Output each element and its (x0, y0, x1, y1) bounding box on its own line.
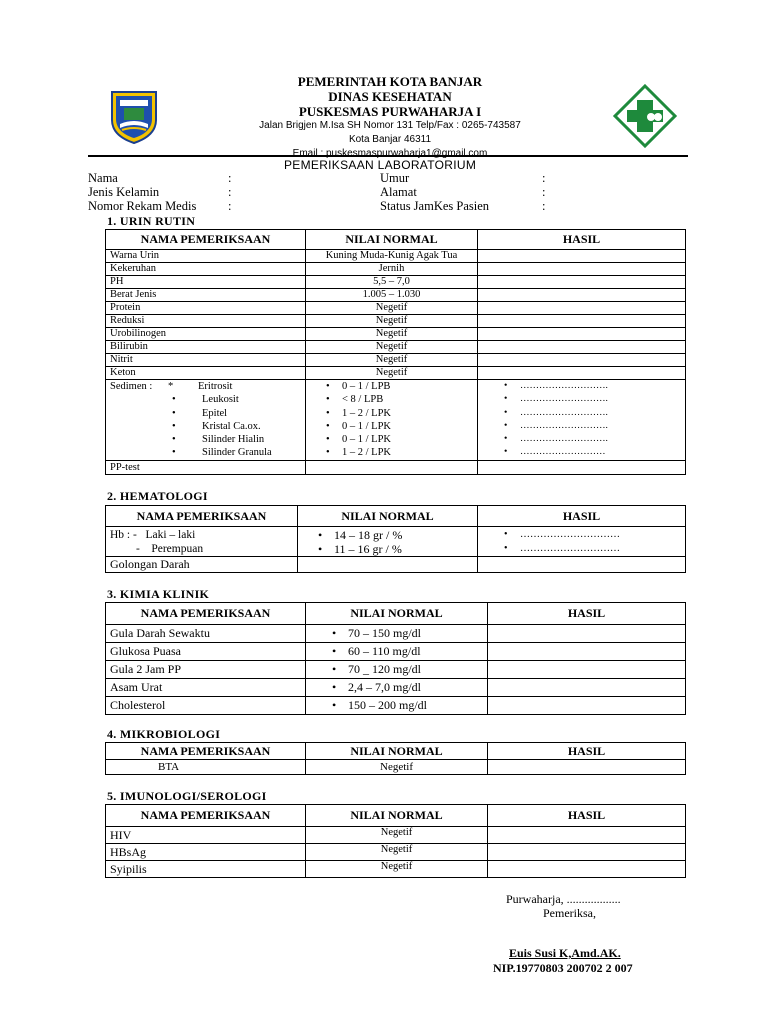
sedimen-item (110, 446, 301, 459)
normal-value: Negetif (306, 844, 488, 861)
normal-value: Negetif (306, 302, 478, 315)
header-divider (88, 155, 688, 157)
sedimen-name: Epitel (202, 407, 228, 419)
test-name: Keton (106, 367, 306, 380)
label-rekam-medis: Nomor Rekam Medis (88, 199, 197, 213)
section-title-hematologi: 2. HEMATOLOGI (107, 489, 208, 503)
sedimen-normal: • 0 – 1 / LPK (326, 433, 473, 446)
table-row (106, 328, 686, 341)
column-header: NAMA PEMERIKSAAN (106, 743, 306, 760)
bullet: • (172, 407, 176, 419)
normal-value: Kuning Muda-Kunig Agak Tua (306, 250, 478, 263)
column-header: NILAI NORMAL (298, 506, 478, 527)
hb-female-line (110, 542, 293, 556)
bullet: • (172, 394, 176, 406)
sedimen-normal: • 0 – 1 / LPB (326, 380, 473, 393)
test-name: Nitrit (106, 354, 306, 367)
section-title-urin: 1. URIN RUTIN (107, 214, 196, 228)
urin-rows (106, 250, 686, 475)
address: Jalan Brigjen M.Isa SH Nomor 131 Telp/Fax : 0265-743587 (259, 120, 521, 131)
hb-male-result[interactable]: • ………………………… (504, 528, 681, 542)
normal-value: 1.005 – 1.030 (306, 289, 478, 302)
section-title-kimia: 3. KIMIA KLINIK (107, 587, 210, 601)
label-nama: Nama (88, 171, 118, 185)
test-name: Cholesterol (106, 697, 306, 715)
section-title-mikro: 4. MIKROBIOLOGI (107, 727, 221, 741)
bullet: • (172, 420, 176, 432)
column-header: HASIL (488, 743, 686, 760)
label-alamat: Alamat (380, 185, 417, 199)
test-name: Glukosa Puasa (106, 643, 306, 661)
asterisk: * (168, 381, 174, 392)
sedimen-item (110, 380, 301, 393)
normal-value: Negetif (306, 861, 488, 878)
test-name: Berat Jenis (106, 289, 306, 302)
colon: : (228, 171, 232, 185)
result-cell[interactable] (478, 460, 686, 474)
result-cell[interactable] (478, 263, 686, 276)
city: Kota Banjar 46311 (348, 134, 432, 145)
urin-table (105, 229, 686, 475)
imuno-table (105, 804, 686, 878)
colon: : (228, 185, 232, 199)
normal-value: Negetif (306, 354, 478, 367)
sedimen-result[interactable]: • ………………………. (504, 393, 681, 406)
sedimen-results (478, 380, 686, 461)
normal-value: Negetif (306, 328, 478, 341)
table-row (106, 263, 686, 276)
column-header: HASIL (478, 506, 686, 527)
clinic-name: PUSKESMAS PURWAHARJA I (298, 104, 482, 119)
hb-male-line (110, 528, 293, 542)
sedimen-result[interactable]: • ………………………. (504, 433, 681, 446)
table-row (106, 367, 686, 380)
section-title-imuno: 5. IMUNOLOGI/SEROLOGI (107, 789, 267, 803)
imuno-rows (106, 827, 686, 878)
result-cell[interactable] (478, 302, 686, 315)
result-cell[interactable] (478, 315, 686, 328)
result-cell[interactable] (488, 625, 686, 643)
sedimen-name: Kristal Ca.ox. (202, 420, 261, 432)
kimia-rows (106, 625, 686, 715)
sedimen-result[interactable]: • ………………………. (504, 420, 681, 433)
signature-role: Pemeriksa, (543, 906, 596, 920)
result-cell[interactable] (478, 276, 686, 289)
test-name: Reduksi (106, 315, 306, 328)
hb-male-label: Laki – laki (145, 528, 196, 541)
normal-value: 5,5 – 7,0 (306, 276, 478, 289)
test-name: Bilirubin (106, 341, 306, 354)
test-name: HIV (106, 827, 306, 844)
normal-value: Negetif (306, 367, 478, 380)
column-header: NAMA PEMERIKSAAN (106, 230, 306, 250)
table-row (106, 861, 686, 878)
column-header: HASIL (478, 230, 686, 250)
result-cell[interactable] (488, 827, 686, 844)
table-row (106, 341, 686, 354)
normal-value: • 70 – 150 mg/dl (306, 625, 488, 643)
result-cell[interactable] (488, 643, 686, 661)
column-header: NAMA PEMERIKSAAN (106, 603, 306, 625)
letterhead (190, 74, 590, 161)
column-header: HASIL (488, 603, 686, 625)
result-cell[interactable] (478, 367, 686, 380)
column-header: NAMA PEMERIKSAAN (106, 506, 298, 527)
colon: : (542, 185, 546, 199)
signature-name: Euis Susi K,Amd.AK. (509, 946, 621, 960)
result-cell[interactable] (488, 697, 686, 715)
sedimen-result[interactable]: • ……………………… (504, 446, 681, 459)
sedimen-name: Silinder Granula (202, 447, 272, 459)
table-row (106, 827, 686, 844)
colon: : (542, 199, 546, 213)
sedimen-normal: • 1 – 2 / LPK (326, 407, 473, 420)
table-row (106, 661, 686, 679)
sedimen-item (110, 393, 301, 406)
hb-male-normal: • 14 – 18 gr / % (318, 528, 473, 542)
result-cell[interactable] (488, 679, 686, 697)
sedimen-label: Sedimen : (110, 381, 153, 392)
result-cell[interactable] (488, 760, 686, 775)
table-row (106, 354, 686, 367)
signature-nip: NIP.19770803 200702 2 007 (493, 961, 633, 975)
normal-value: • 70 _ 120 mg/dl (306, 661, 488, 679)
hb-female-label: Perempuan (151, 542, 204, 555)
sedimen-item (110, 433, 301, 446)
normal-value: • 2,4 – 7,0 mg/dl (306, 679, 488, 697)
label-jenis-kelamin: Jenis Kelamin (88, 185, 160, 199)
table-row (106, 276, 686, 289)
result-cell[interactable] (478, 328, 686, 341)
column-header: NILAI NORMAL (306, 230, 478, 250)
hb-female-dash: - (136, 542, 140, 555)
table-row (106, 315, 686, 328)
table-row (106, 643, 686, 661)
hb-label: Hb : - (110, 528, 137, 541)
hb-female-normal: • 11 – 16 gr / % (318, 542, 473, 556)
colon: : (542, 171, 546, 185)
table-row (106, 302, 686, 315)
mikro-rows (106, 760, 686, 775)
test-name: PP-test (106, 460, 306, 474)
column-header: NILAI NORMAL (306, 603, 488, 625)
bullet: • (172, 434, 176, 446)
normal-value: • 60 – 110 mg/dl (306, 643, 488, 661)
sedimen-result[interactable]: • ………………………. (504, 407, 681, 420)
table-row (106, 625, 686, 643)
sedimen-item (110, 407, 301, 420)
test-name: Protein (106, 302, 306, 315)
government-name: PEMERINTAH KOTA BANJAR (297, 74, 483, 89)
email: Email : puskesmaspurwaharja1@gmail.com (292, 148, 488, 159)
golongan-darah-result[interactable] (478, 557, 686, 573)
column-header: NAMA PEMERIKSAAN (106, 805, 306, 827)
table-row (106, 697, 686, 715)
result-cell[interactable] (488, 661, 686, 679)
sedimen-normal: • 1 – 2 / LPK (326, 446, 473, 459)
test-name: Gula 2 Jam PP (106, 661, 306, 679)
sedimen-names (106, 380, 306, 461)
sedimen-normals (306, 380, 478, 461)
result-cell[interactable] (488, 861, 686, 878)
table-row (106, 289, 686, 302)
sedimen-name: Silinder Hialin (202, 434, 265, 446)
sedimen-name: Eritrosit (198, 381, 233, 392)
result-cell[interactable] (488, 844, 686, 861)
result-cell[interactable] (478, 289, 686, 302)
result-cell[interactable] (478, 250, 686, 263)
form-title: PEMERIKSAAN LABORATORIUM (284, 158, 477, 172)
normal-value: Jernih (306, 263, 478, 276)
table-row (106, 250, 686, 263)
golongan-darah-label: Golongan Darah (106, 557, 298, 573)
table-row (106, 460, 686, 474)
normal-value (306, 460, 478, 474)
column-header: NILAI NORMAL (306, 743, 488, 760)
kimia-table (105, 602, 686, 715)
patient-info (88, 172, 688, 216)
result-cell[interactable] (478, 341, 686, 354)
department-name: DINAS KESEHATAN (328, 89, 452, 104)
bullet: • (172, 447, 176, 459)
sedimen-result[interactable]: • ………………………. (504, 380, 681, 393)
sedimen-name: Leukosit (202, 394, 239, 406)
result-cell[interactable] (478, 354, 686, 367)
test-name: BTA (106, 760, 306, 775)
mikro-table (105, 742, 686, 775)
label-umur: Umur (380, 171, 410, 185)
table-row (106, 760, 686, 775)
normal-value: Negetif (306, 760, 488, 775)
signature-date: Purwaharja, .................. (506, 892, 621, 906)
sedimen-row (106, 380, 686, 461)
test-name: PH (106, 276, 306, 289)
table-row (106, 844, 686, 861)
hematologi-table (105, 505, 686, 573)
city-emblem-logo (106, 88, 162, 144)
sedimen-item (110, 420, 301, 433)
sedimen-normal: • < 8 / LPB (326, 393, 473, 406)
column-header: HASIL (488, 805, 686, 827)
test-name: Kekeruhan (106, 263, 306, 276)
test-name: HBsAg (106, 844, 306, 861)
test-name: Gula Darah Sewaktu (106, 625, 306, 643)
sedimen-normal: • 0 – 1 / LPK (326, 420, 473, 433)
test-name: Syipilis (106, 861, 306, 878)
normal-value: Negetif (306, 827, 488, 844)
normal-value: Negetif (306, 341, 478, 354)
test-name: Warna Urin (106, 250, 306, 263)
health-cross-logo (613, 84, 677, 148)
table-row (106, 679, 686, 697)
column-header: NILAI NORMAL (306, 805, 488, 827)
test-name: Asam Urat (106, 679, 306, 697)
colon: : (228, 199, 232, 213)
golongan-darah-normal (298, 557, 478, 573)
test-name: Urobilinogen (106, 328, 306, 341)
normal-value: • 150 – 200 mg/dl (306, 697, 488, 715)
hb-female-result[interactable]: • ………………………… (504, 542, 681, 556)
label-status: Status JamKes Pasien (380, 199, 490, 213)
normal-value: Negetif (306, 315, 478, 328)
